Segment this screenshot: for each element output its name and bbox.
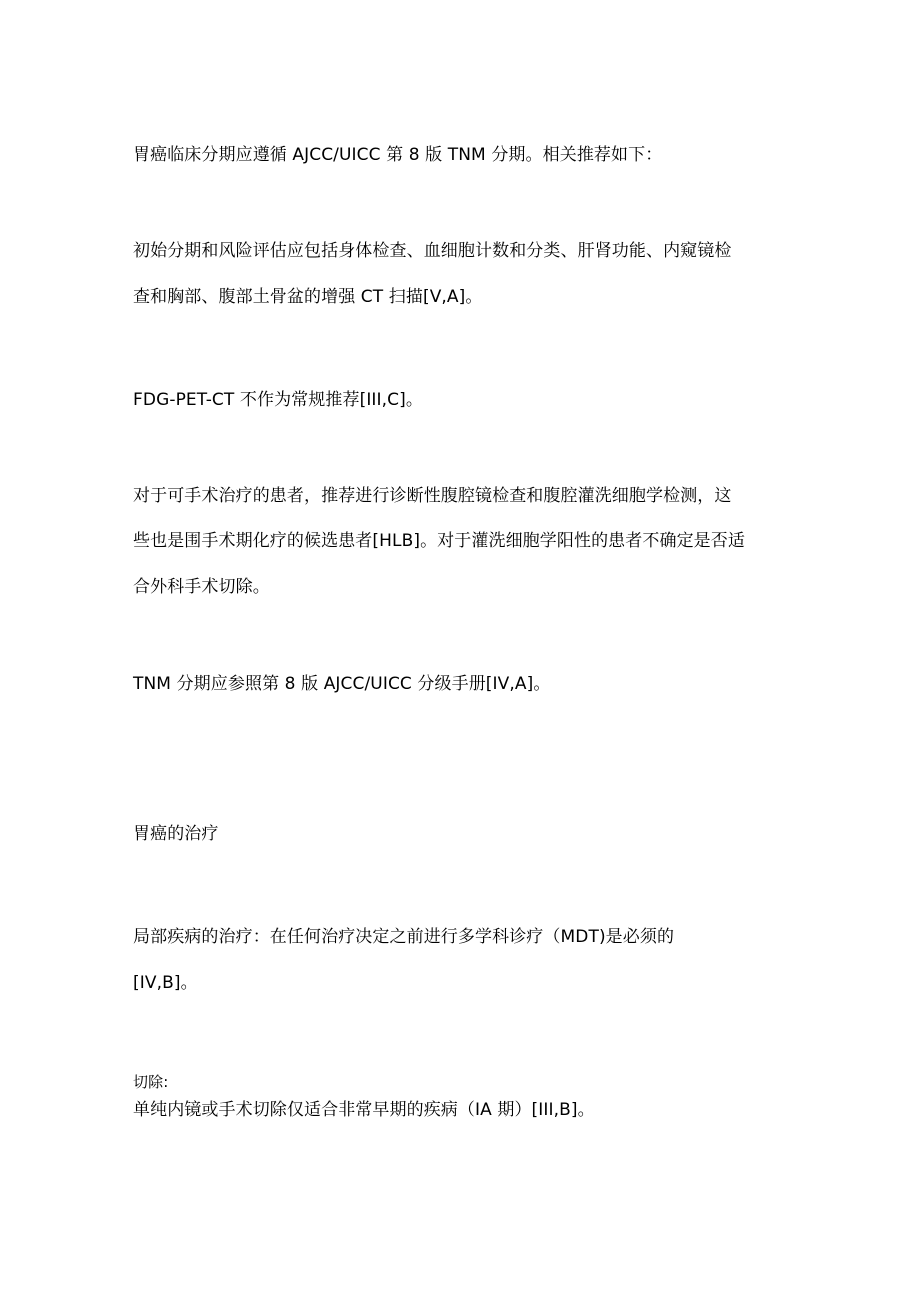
paragraph-local-disease-line2: [IV,B]。 xyxy=(133,973,198,993)
paragraph-laparoscopy-line2: 些也是围手术期化疗的候选患者[HLB]。对于灌洗细胞学阳性的患者不确定是否适 xyxy=(133,531,745,551)
paragraph-resection: 单纯内镜或手术切除仅适合非常早期的疾病（IA 期）[III,B]。 xyxy=(133,1100,595,1120)
paragraph-laparoscopy-line3: 合外科手术切除。 xyxy=(133,577,270,597)
paragraph-initial-staging-line2: 查和胸部、腹部土骨盆的增强 CT 扫描[V,A]。 xyxy=(133,287,483,307)
paragraph-fdg-pet-ct: FDG-PET-CT 不作为常规推荐[III,C]。 xyxy=(133,390,423,410)
paragraph-staging-intro: 胃癌临床分期应遵循 AJCC/UICC 第 8 版 TNM 分期。相关推荐如下： xyxy=(133,145,663,165)
paragraph-local-disease-line1: 局部疾病的治疗：在任何治疗决定之前进行多学科诊疗（MDT)是必须的 xyxy=(133,927,675,947)
paragraph-laparoscopy-line1: 对于可手术治疗的患者，推荐进行诊断性腹腔镜检查和腹腔灌洗细胞学检测，这 xyxy=(133,486,732,506)
section-heading-treatment: 胃癌的治疗 xyxy=(133,824,219,844)
label-resection: 切除: xyxy=(133,1073,169,1091)
paragraph-initial-staging-line1: 初始分期和风险评估应包括身体检查、血细胞计数和分类、肝肾功能、内窥镜检 xyxy=(133,241,732,261)
paragraph-tnm-reference: TNM 分期应参照第 8 版 AJCC/UICC 分级手册[IV,A]。 xyxy=(133,674,551,694)
